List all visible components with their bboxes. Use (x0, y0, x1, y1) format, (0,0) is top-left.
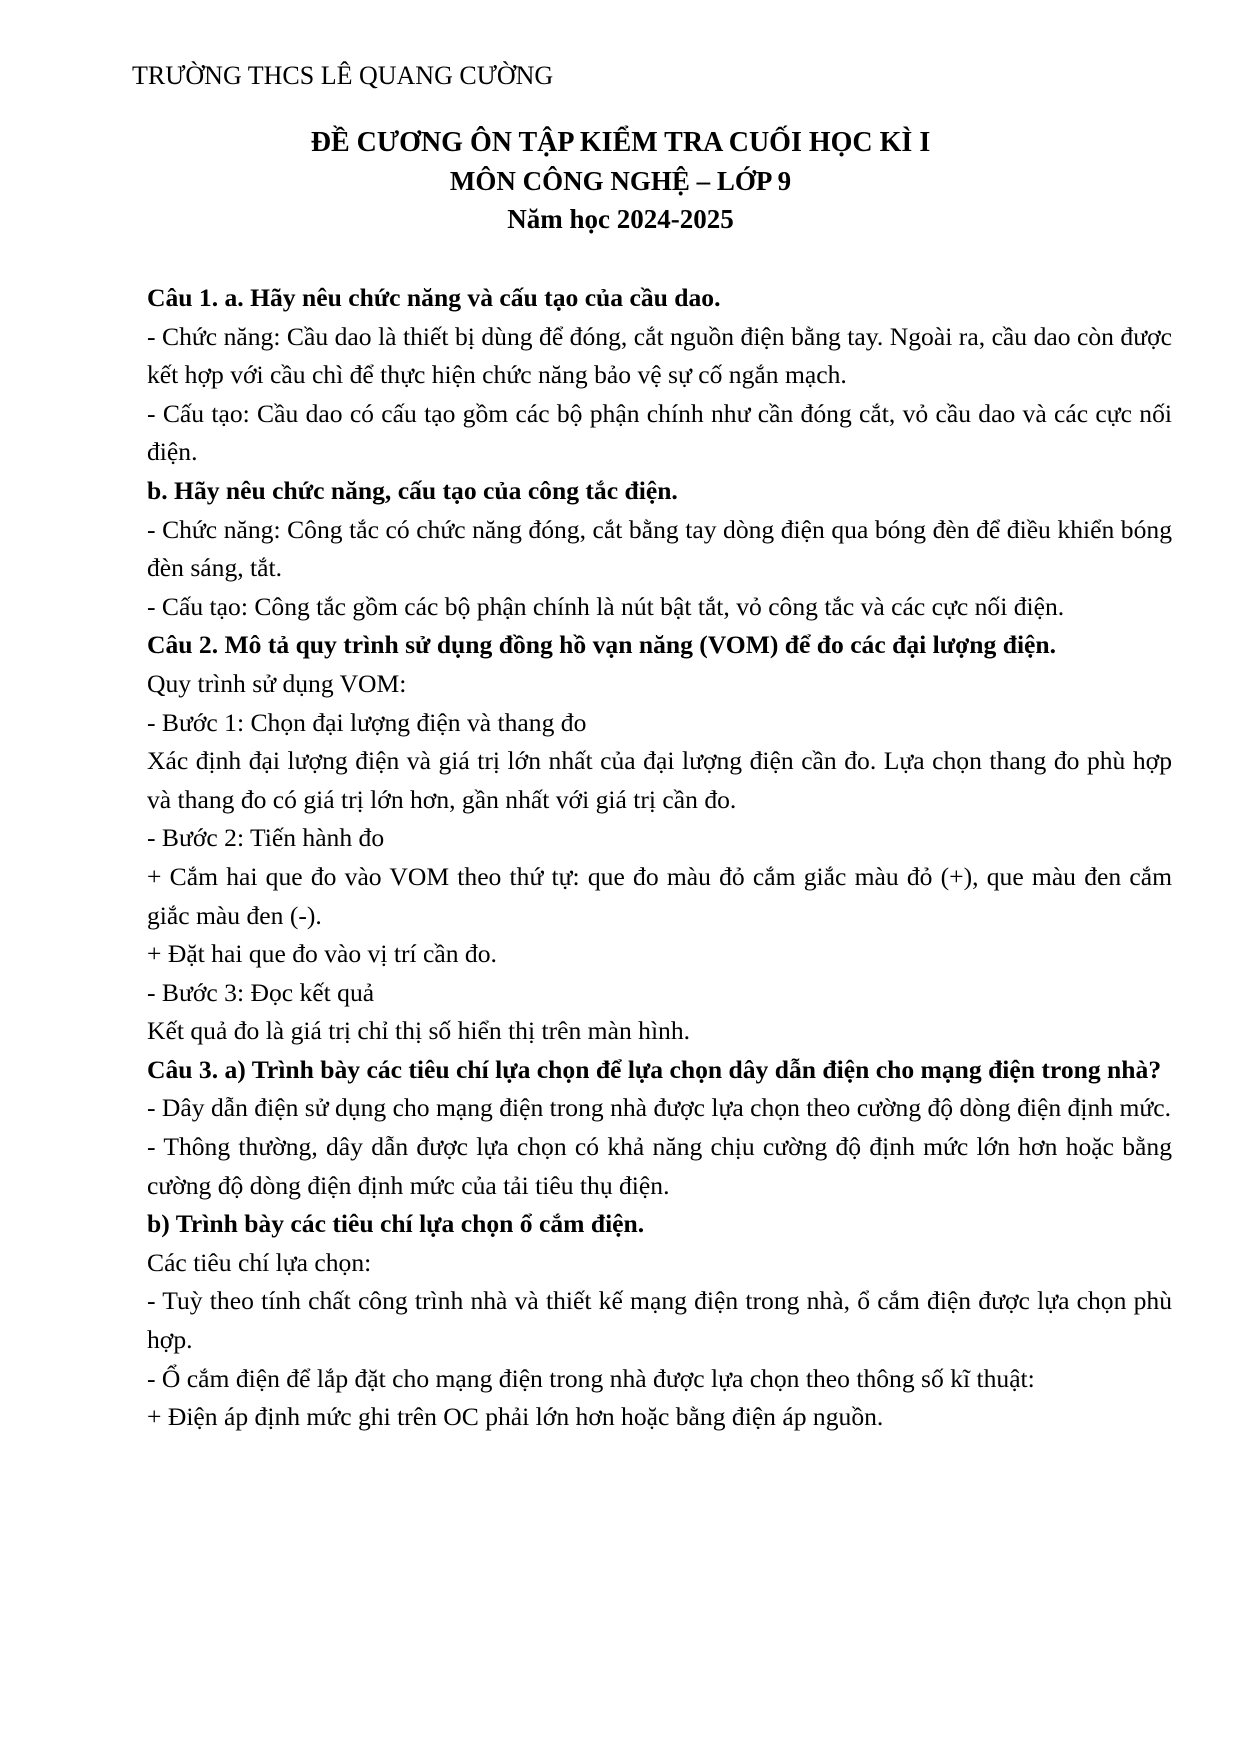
answer-paragraph: - Chức năng: Cầu dao là thiết bị dùng để đóng, cắt nguồn điện bằng tay. Ngoài ra, cầu dao còn được kết hợp với cầu chì để thực hiện chức năng bảo vệ sự cố ngắn mạch. (147, 321, 1172, 390)
answer-paragraph: - Dây dẫn điện sử dụng cho mạng điện trong nhà được lựa chọn theo cường độ dòng điện định mức. (147, 1093, 1171, 1123)
answer-paragraph: - Tuỳ theo tính chất công trình nhà và thiết kế mạng điện trong nhà, ổ cắm điện được lựa chọn phù hợp. (147, 1286, 1172, 1355)
subject-line: MÔN CÔNG NGHỆ – LỚP 9 (449, 166, 792, 196)
school-name: TRƯỜNG THCS LÊ QUANG CƯỜNG (132, 61, 554, 90)
answer-paragraph: Quy trình sử dụng VOM: (147, 668, 407, 698)
document-body (147, 279, 1172, 1437)
answer-paragraph: - Bước 3: Đọc kết quả (147, 977, 375, 1007)
question-heading: Câu 3. a) Trình bày các tiêu chí lựa chọn để lựa chọn dây dẫn điện cho mạng điện trong nhà? (147, 1054, 1162, 1084)
question-heading: Câu 2. Mô tả quy trình sử dụng đồng hồ vạn năng (VOM) để đo các đại lượng điện. (147, 630, 1057, 660)
answer-paragraph: Xác định đại lượng điện và giá trị lớn nhất của đại lượng điện cần đo. Lựa chọn thang đo phù hợp và thang đo có giá trị lớn hơn, gần nhất với giá trị cần đo. (147, 746, 1172, 814)
title-block (0, 124, 1241, 238)
answer-paragraph: Các tiêu chí lựa chọn: (147, 1247, 372, 1277)
answer-paragraph: - Thông thường, dây dẫn được lựa chọn có khả năng chịu cường độ định mức lớn hơn hoặc bằng cường độ dòng điện định mức của tải tiêu thụ điện. (147, 1132, 1172, 1200)
question-heading: b. Hãy nêu chức năng, cấu tạo của công tắc điện. (147, 475, 678, 505)
question-heading: Câu 1. a. Hãy nêu chức năng và cấu tạo của cầu dao. (147, 283, 721, 312)
answer-paragraph: Kết quả đo là giá trị chỉ thị số hiển thị trên màn hình. (147, 1016, 691, 1046)
answer-paragraph: + Đặt hai que đo vào vị trí cần đo. (147, 939, 497, 969)
answer-paragraph: - Chức năng: Công tắc có chức năng đóng, cắt bằng tay dòng điện qua bóng đèn để điều khiển bóng đèn sáng, tắt. (147, 514, 1172, 583)
answer-paragraph: + Cắm hai que đo vào VOM theo thứ tự: que đo màu đỏ cắm giắc màu đỏ (+), que màu đen cắm giắc màu đen (-). (147, 861, 1172, 930)
document-title: ĐỀ CƯƠNG ÔN TẬP KIỂM TRA CUỐI HỌC KÌ I (310, 127, 931, 158)
question-heading: b) Trình bày các tiêu chí lựa chọn ổ cắm điện. (147, 1209, 645, 1239)
answer-paragraph: - Bước 2: Tiến hành đo (147, 823, 385, 853)
answer-paragraph: + Điện áp định mức ghi trên OC phải lớn hơn hoặc bằng điện áp nguồn. (147, 1402, 884, 1432)
answer-paragraph: - Cấu tạo: Cầu dao có cấu tạo gồm các bộ phận chính như cần đóng cắt, vỏ cầu dao và các cực nối điện. (147, 398, 1172, 467)
answer-paragraph: - Bước 1: Chọn đại lượng điện và thang đo (147, 707, 587, 737)
answer-paragraph: - Ổ cắm điện để lắp đặt cho mạng điện trong nhà được lựa chọn theo thông số kĩ thuật: (147, 1363, 1035, 1393)
answer-paragraph: - Cấu tạo: Công tắc gồm các bộ phận chính là nút bật tắt, vỏ công tắc và các cực nối điện. (147, 591, 1065, 621)
school-year: Năm học 2024-2025 (507, 204, 734, 234)
